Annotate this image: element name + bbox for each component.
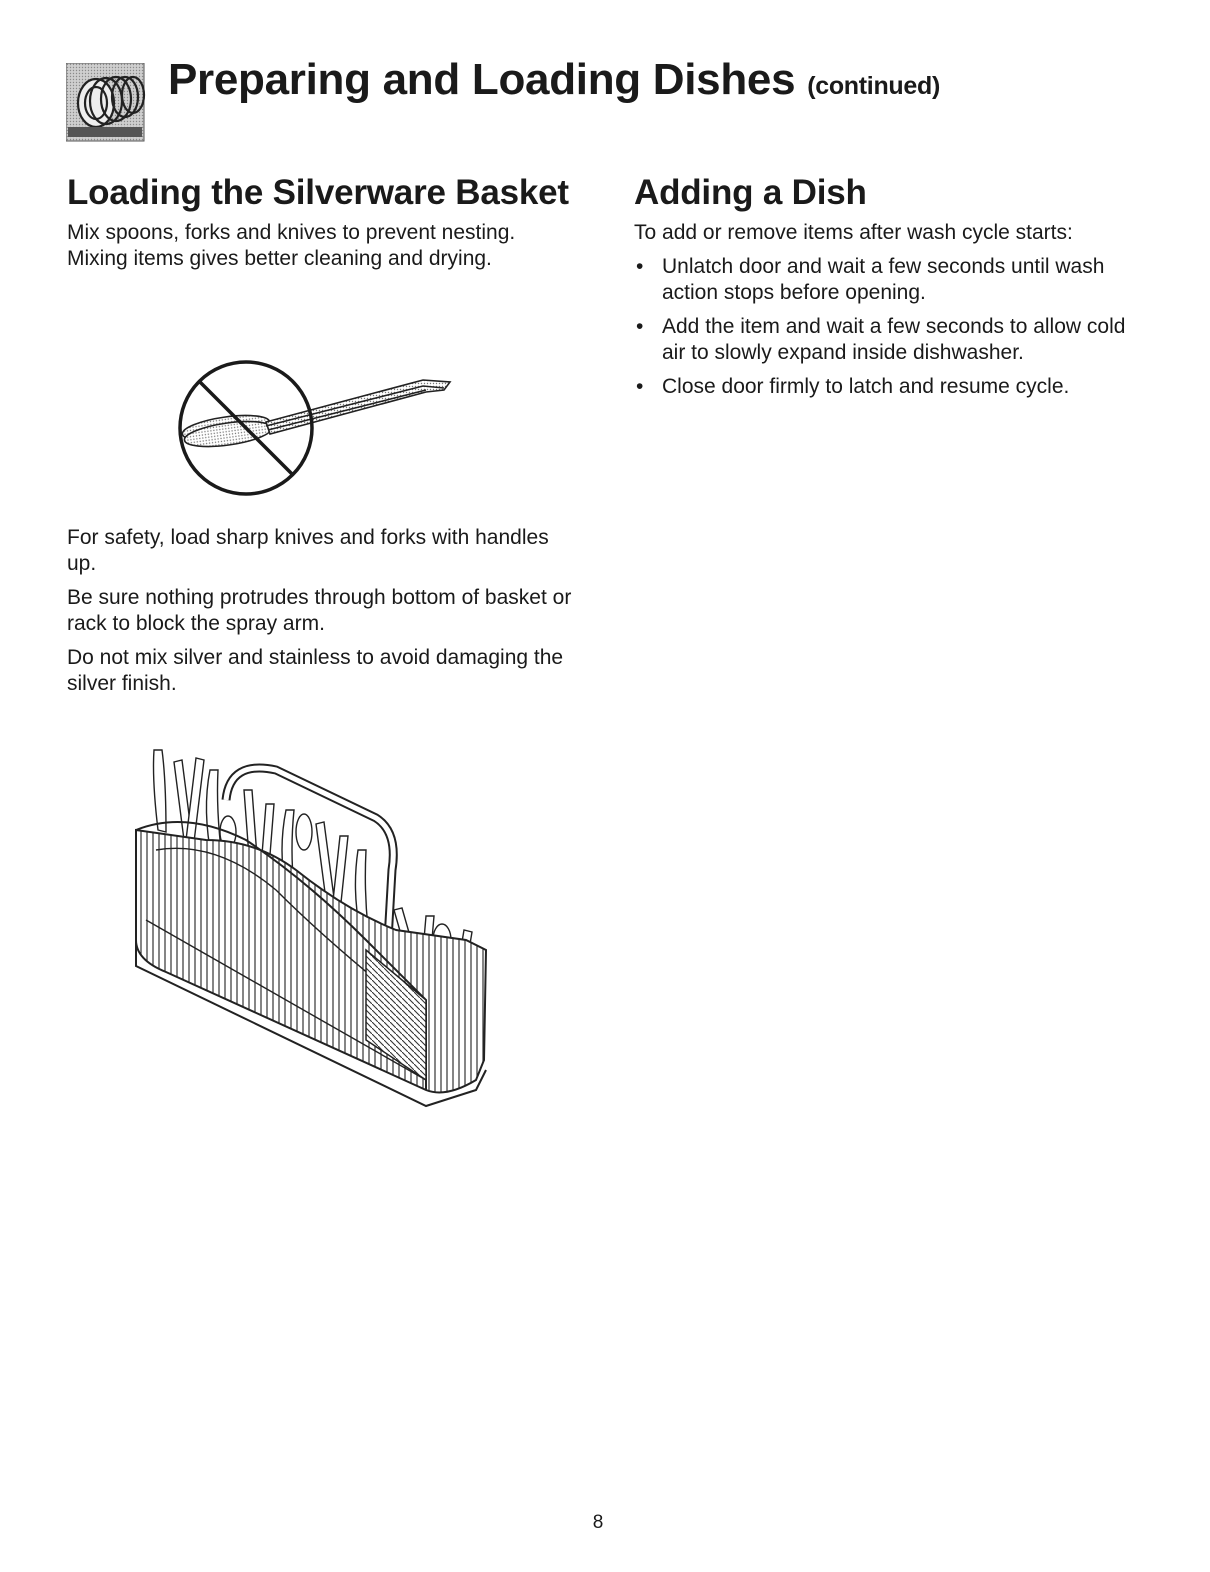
adding-dish-section [634, 172, 1154, 408]
silverware-basket-illustration [126, 740, 496, 1110]
bullet-icon: • [636, 255, 644, 278]
page-number: 8 [592, 1512, 604, 1533]
page-title [168, 55, 940, 105]
list-item [634, 254, 1154, 306]
silverware-intro: Mix spoons, forks and knives to prevent nesting. Mixing items gives better cleaning and drying. [67, 221, 516, 270]
bullet-icon: • [636, 375, 644, 398]
spray-arm-tip: Be sure nothing protrudes through bottom of basket or rack to block the spray arm. [67, 586, 572, 635]
page-title-text: Preparing and Loading Dishes [168, 55, 796, 104]
step-text: Add the item and wait a few seconds to allow cold air to slowly expand inside dishwasher. [662, 315, 1126, 364]
safety-tip: For safety, load sharp knives and forks with handles up. [67, 526, 549, 575]
page-header [66, 55, 1166, 155]
bullet-icon: • [636, 315, 644, 338]
dish-rack-icon [66, 63, 150, 147]
adding-dish-heading: Adding a Dish [634, 173, 867, 212]
silverware-tips [67, 525, 577, 705]
adding-dish-intro: To add or remove items after wash cycle starts: [634, 221, 1073, 244]
list-item [634, 314, 1154, 366]
step-text: Unlatch door and wait a few seconds until wash action stops before opening. [662, 255, 1105, 304]
silverware-heading: Loading the Silverware Basket [67, 173, 569, 212]
adding-dish-steps [634, 254, 1154, 400]
page-title-suffix: (continued) [807, 72, 940, 100]
step-text: Close door firmly to latch and resume cycle. [662, 375, 1070, 398]
nesting-spoons-illustration [168, 358, 458, 498]
list-item [634, 374, 1154, 400]
silver-finish-tip: Do not mix silver and stainless to avoid damaging the silver finish. [67, 646, 564, 695]
silverware-section [67, 172, 577, 280]
